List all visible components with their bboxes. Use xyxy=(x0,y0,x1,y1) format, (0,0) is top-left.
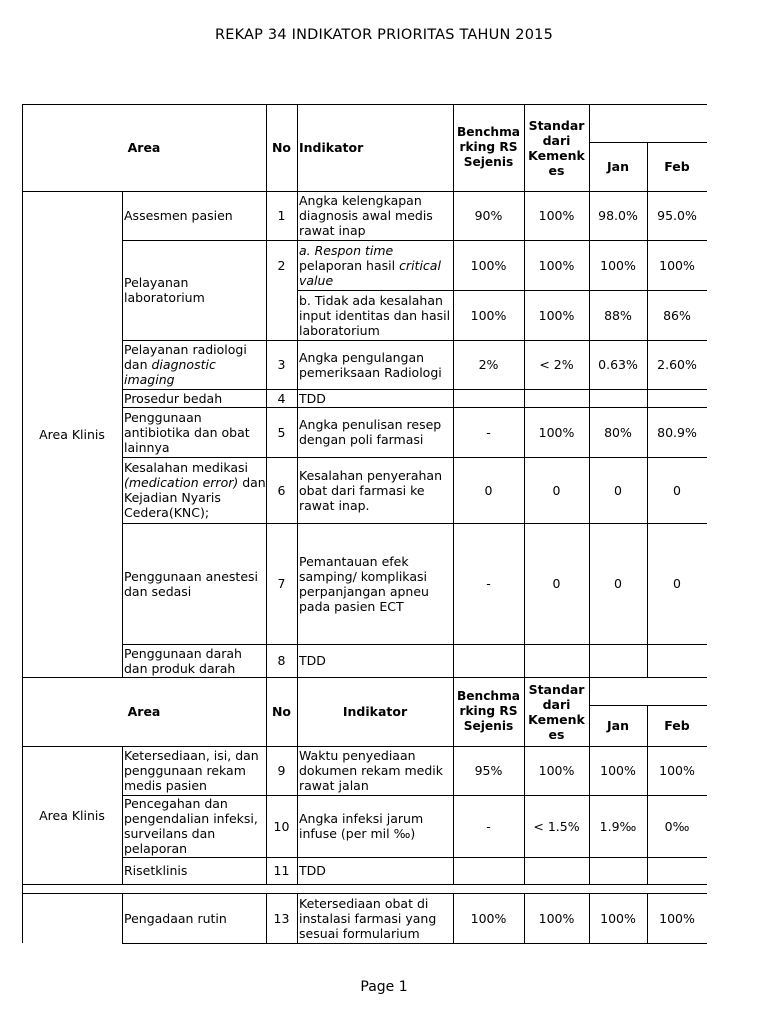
bench-cell: 100% xyxy=(470,257,507,273)
feb-cell: 86% xyxy=(663,307,691,323)
feb-cell: 80.9% xyxy=(657,424,697,440)
sub-area-cell: Penggunaan anestesi dan sedasi xyxy=(124,568,258,599)
feb-cell: 100% xyxy=(659,257,695,273)
jan-cell: 100% xyxy=(600,763,636,778)
bench-cell: - xyxy=(486,818,491,834)
header-standar: Standar dari Kemenk es xyxy=(528,681,585,742)
header-standar: Standar dari Kemenk es xyxy=(528,117,585,178)
std-cell: 100% xyxy=(538,307,575,323)
bench-cell: 95% xyxy=(474,763,503,778)
std-cell: < 2% xyxy=(539,357,574,372)
header-area: Area xyxy=(127,140,161,155)
indikator-cell: a. Respon time pelaporan hasil critical value xyxy=(299,242,441,288)
std-cell: 100% xyxy=(538,424,575,440)
std-cell: 100% xyxy=(538,763,575,778)
indikator-cell: TDD xyxy=(299,653,326,668)
indikator-cell: Pemantauan efek samping/ komplikasi perpanjangan apneu pada pasien ECT xyxy=(299,553,429,614)
no-cell: 1 xyxy=(277,208,286,223)
area-klinis-label: Area Klinis xyxy=(39,807,105,823)
bench-cell: 0 xyxy=(484,482,493,498)
header-indikator: Indikator xyxy=(299,140,364,155)
sub-area-cell: Pelayanan radiologi dan diagnostic imaging xyxy=(124,342,247,387)
sub-area-cell: Pelayanan laboratorium xyxy=(124,275,205,305)
indikator-cell: Angka penulisan resep dengan poli farmasi xyxy=(299,417,442,447)
indikator-cell: b. Tidak ada kesalahan input identitas dan hasil laboratorium xyxy=(299,292,451,338)
jan-cell: 100% xyxy=(600,910,636,926)
no-cell: 5 xyxy=(277,424,286,440)
jan-cell: 88% xyxy=(604,307,632,323)
no-cell: 9 xyxy=(277,763,286,778)
feb-cell: 0 xyxy=(673,482,681,498)
jan-cell: 0 xyxy=(614,482,622,498)
feb-cell: 0 xyxy=(673,576,681,591)
indikator-cell: Angka kelengkapan diagnosis awal medis rawat inap xyxy=(299,193,433,238)
no-cell: 13 xyxy=(273,910,290,926)
header-benchmarking: Benchma rking RS Sejenis xyxy=(456,125,521,169)
feb-cell: 100% xyxy=(659,910,695,926)
jan-cell: 98.0% xyxy=(598,208,638,223)
jan-cell: 0.63% xyxy=(598,357,638,372)
std-cell: < 1.5% xyxy=(533,818,580,834)
no-cell: 2 xyxy=(277,257,286,273)
header-no: No xyxy=(271,140,292,155)
area-klinis-label: Area Klinis xyxy=(39,426,105,442)
bench-cell: 100% xyxy=(470,910,507,926)
feb-cell: 2.60% xyxy=(657,357,697,372)
std-cell: 100% xyxy=(538,910,575,926)
sub-area-cell: Pengadaan rutin xyxy=(124,910,227,926)
jan-cell: 0 xyxy=(614,576,622,591)
no-cell: 4 xyxy=(277,390,286,406)
header-area: Area xyxy=(127,704,161,719)
header-feb: Feb xyxy=(664,718,690,733)
header-no: No xyxy=(271,704,292,719)
page-title: REKAP 34 INDIKATOR PRIORITAS TAHUN 2015 xyxy=(214,27,554,43)
bench-cell: 2% xyxy=(478,357,499,372)
no-cell: 11 xyxy=(273,863,290,878)
bench-cell: 90% xyxy=(474,208,503,223)
feb-cell: 100% xyxy=(659,763,695,778)
bench-cell: - xyxy=(486,424,491,440)
header-benchmarking: Benchma rking RS Sejenis xyxy=(456,689,521,733)
indikator-cell: Angka pengulangan pemeriksaan Radiologi xyxy=(299,349,442,380)
std-cell: 100% xyxy=(538,208,575,223)
bench-cell: 100% xyxy=(470,307,507,323)
sub-area-cell: Penggunaan darah dan produk darah xyxy=(124,645,242,676)
sub-area-cell: Ketersediaan, isi, dan penggunaan rekam medis pasien xyxy=(124,748,259,793)
no-cell: 8 xyxy=(277,653,286,668)
feb-cell: 95.0% xyxy=(657,208,697,223)
header-indikator: Indikator xyxy=(342,704,408,719)
sub-area-cell: Prosedur bedah xyxy=(124,390,223,406)
std-cell: 100% xyxy=(538,257,575,273)
sub-area-cell: Kesalahan medikasi (medication error) dan Kejadian Nyaris Cedera(KNC); xyxy=(124,460,266,520)
no-cell: 10 xyxy=(273,818,290,834)
indikator-cell: Kesalahan penyerahan obat dari farmasi ke rawat inap. xyxy=(299,467,442,513)
indikator-cell: TDD xyxy=(299,863,326,878)
bench-cell: - xyxy=(486,576,491,591)
jan-cell: 100% xyxy=(600,257,636,273)
sub-area-cell: Risetklinis xyxy=(124,863,188,878)
no-cell: 6 xyxy=(277,482,286,498)
jan-cell: 1.9‰ xyxy=(599,818,637,834)
no-cell: 7 xyxy=(277,576,286,591)
header-jan: Jan xyxy=(607,159,629,174)
header-feb: Feb xyxy=(664,159,690,174)
sub-area-cell: Assesmen pasien xyxy=(124,208,233,223)
no-cell: 3 xyxy=(277,357,286,372)
page-number: Page 1 xyxy=(360,979,408,995)
indikator-cell: Angka infeksi jarum infuse (per mil ‰) xyxy=(299,811,424,841)
indikator-cell: Waktu penyediaan dokumen rekam medik rawat jalan xyxy=(299,748,444,793)
indikator-cell: TDD xyxy=(299,390,326,406)
jan-cell: 80% xyxy=(604,424,632,440)
sub-area-cell: Pencegahan dan pengendalian infeksi, surveilans dan pelaporan xyxy=(124,796,258,856)
header-jan: Jan xyxy=(607,718,629,733)
feb-cell: 0‰ xyxy=(664,818,690,834)
std-cell: 0 xyxy=(552,576,561,591)
std-cell: 0 xyxy=(552,482,561,498)
indikator-cell: Ketersediaan obat di instalasi farmasi yang sesuai formularium xyxy=(299,895,437,941)
sub-area-cell: Penggunaan antibiotika dan obat lainnya xyxy=(124,409,250,455)
